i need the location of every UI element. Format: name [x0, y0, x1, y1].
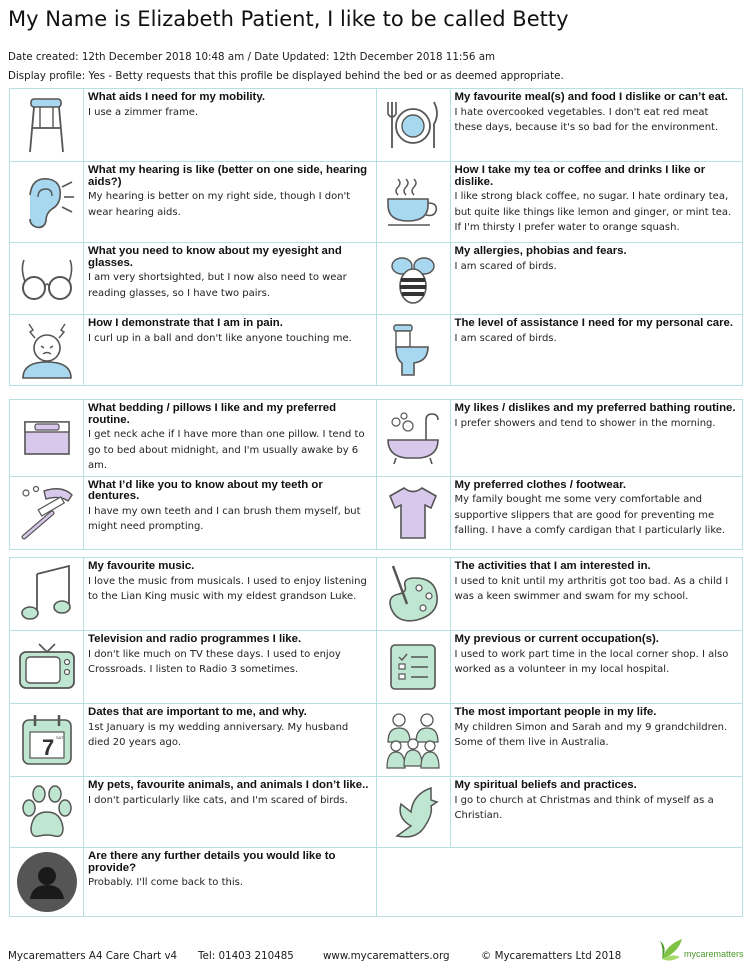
teeth-section	[84, 476, 377, 549]
hearing-body: My hearing is better on my right side, though I don't wear hearing aids.	[88, 191, 351, 218]
spiritual-heading: My spiritual beliefs and practices.	[454, 779, 637, 791]
allergies-body: I am scared of birds.	[454, 260, 557, 272]
allergies-section	[450, 243, 743, 315]
dates-icon-cell	[10, 704, 84, 777]
further-body: Probably. I'll come back to this.	[88, 877, 244, 888]
ear-icon	[18, 173, 76, 231]
teeth-body: I have my own teeth and I can brush them myself, but might need prompting.	[88, 505, 361, 533]
pain-icon-cell	[10, 315, 84, 386]
tv-heading: Television and radio programmes I like.	[88, 633, 302, 645]
tv-section	[84, 631, 377, 704]
eyesight-icon-cell	[10, 243, 84, 315]
pain-face-icon	[19, 320, 75, 380]
bathing-heading: My likes / dislikes and my preferred bathing routine.	[454, 402, 736, 414]
hearing-icon-cell	[10, 162, 84, 243]
hearing-section	[84, 162, 377, 243]
palette-icon	[385, 564, 441, 624]
glasses-icon	[18, 254, 76, 304]
tv-icon-cell	[10, 631, 84, 704]
logo-text: mycarematters	[684, 949, 744, 959]
bathing-section	[450, 400, 743, 477]
mobility-heading: What aids I need for my mobility.	[88, 91, 265, 103]
footer-website[interactable]: www.mycarematters.org	[323, 950, 450, 962]
clothes-section	[450, 476, 743, 549]
calendar-weekday: SAT	[55, 735, 63, 740]
people-body: My children Simon and Sarah and my 9 grandchildren. Some of them live in Australia.	[454, 721, 728, 749]
hearing-heading: What my hearing is like (better on one side, hearing aids?)	[88, 164, 368, 188]
eyesight-body: I am very shortsighted, but I now also need to wear reading glasses, so I have two pairs.	[88, 272, 347, 299]
date-info: Date created: 12th December 2018 10:48 am / Date Updated: 12th December 2018 11:56 am	[8, 51, 496, 63]
pets-section	[84, 777, 377, 848]
pets-heading: My pets, favourite animals, and animals I don’t like..	[88, 779, 369, 791]
food-heading: My favourite meal(s) and food I dislike or can’t eat.	[454, 91, 728, 103]
occupation-body: I used to work part time in the local corner shop. I also worked as a volunteer in my local hospital.	[454, 648, 729, 676]
food-icon-cell	[376, 89, 450, 162]
music-icon-cell	[10, 558, 84, 631]
music-body: I love the music from musicals. I used to enjoy listening to the Lian King music with my eldest grandson Luke.	[88, 575, 367, 603]
bed-icon	[21, 418, 73, 458]
checklist-icon	[388, 642, 438, 692]
spiritual-body: I go to church at Christmas and think of myself as a Christian.	[454, 794, 714, 822]
dates-section	[84, 704, 377, 777]
dates-heading: Dates that are important to me, and why.	[88, 706, 307, 718]
page-title: My Name is Elizabeth Patient, I like to be called Betty	[8, 7, 569, 31]
people-icon-cell	[376, 704, 450, 777]
care-block-3	[9, 557, 743, 917]
drinks-section	[450, 162, 743, 243]
drinks-icon-cell	[376, 162, 450, 243]
further-icon-cell	[10, 848, 84, 917]
personal-care-heading: The level of assistance I need for my personal care.	[454, 317, 734, 329]
tshirt-icon	[388, 485, 438, 541]
pets-icon-cell	[10, 777, 84, 848]
care-block-2	[9, 399, 743, 550]
further-heading: Are there any further details you would like to provide?	[88, 850, 336, 874]
eyesight-section	[84, 243, 377, 315]
occupation-icon-cell	[376, 631, 450, 704]
clothes-heading: My preferred clothes / footwear.	[454, 478, 627, 491]
drinks-heading: How I take my tea or coffee and drinks I like or dislike.	[454, 164, 706, 188]
family-icon	[384, 710, 442, 770]
music-heading: My favourite music.	[88, 560, 195, 572]
occupation-section	[450, 631, 743, 704]
eyesight-heading: What you need to know about my eyesight and glasses.	[88, 245, 342, 269]
food-section	[450, 89, 743, 162]
footer-telephone: Tel: 01403 210485	[198, 950, 294, 962]
personal-care-section	[450, 315, 743, 386]
footer-copyright: © Mycarematters Ltd 2018	[481, 950, 622, 962]
allergies-icon-cell	[376, 243, 450, 315]
footer-chart-name: Mycarematters A4 Care Chart v4	[8, 950, 178, 962]
plate-cutlery-icon	[385, 96, 441, 154]
clothes-body: My family bought me some very comfortable and supportive slippers that are good for preventing me falling. I have a comfy cardigan that I particularly like.	[454, 494, 726, 537]
leaf-logo-icon	[658, 935, 684, 961]
food-body: I hate overcooked vegetables. I don't eat red meat these days, because it's so bad for the environment.	[454, 106, 719, 134]
bathing-body: I prefer showers and tend to shower in the morning.	[454, 417, 716, 429]
personal-care-body: I am scared of birds.	[454, 332, 557, 344]
bee-icon	[388, 250, 438, 308]
paw-icon	[20, 784, 74, 840]
mycarematters-logo	[658, 935, 748, 961]
mobility-section	[84, 89, 377, 162]
bath-icon	[386, 410, 440, 466]
empty-cell	[450, 848, 743, 917]
empty-icon-cell	[376, 848, 450, 917]
pets-body: I don't particularly like cats, and I'm scared of birds.	[88, 794, 348, 806]
personal-care-icon-cell	[376, 315, 450, 386]
display-profile: Display profile: Yes - Betty requests that this profile be displayed behind the bed or as deemed appropriate.	[8, 70, 564, 82]
dove-icon	[385, 784, 441, 840]
calendar-day: 7	[41, 735, 54, 760]
music-note-icon	[19, 564, 75, 624]
toothbrush-icon	[18, 485, 76, 541]
activities-body: I used to knit until my arthritis got too bad. As a child I was a keen swimmer and swam for my school.	[454, 575, 729, 603]
spiritual-section	[450, 777, 743, 848]
toilet-icon	[388, 321, 438, 379]
pain-heading: How I demonstrate that I am in pain.	[88, 317, 283, 329]
further-section	[84, 848, 377, 917]
clothes-icon-cell	[376, 476, 450, 549]
pain-section	[84, 315, 377, 386]
bedding-icon-cell	[10, 400, 84, 477]
drinks-body: I like strong black coffee, no sugar. I hate ordinary tea, but quite like things like lemon and ginger, or mint tea. If I'm thirsty I prefer water to orange squash.	[454, 191, 732, 234]
bedding-body: I get neck ache if I have more than one pillow. I tend to go to bed about midnight, and I'm usually awake by 6 am.	[88, 429, 365, 472]
television-icon	[17, 640, 77, 694]
teeth-heading: What I’d like you to know about my teeth or dentures.	[88, 478, 323, 503]
activities-heading: The activities that I am interested in.	[454, 560, 651, 572]
spiritual-icon-cell	[376, 777, 450, 848]
people-section	[450, 704, 743, 777]
care-block-1	[9, 88, 743, 386]
people-heading: The most important people in my life.	[454, 706, 657, 718]
mobility-icon-cell	[10, 89, 84, 162]
allergies-heading: My allergies, phobias and fears.	[454, 245, 627, 257]
pain-body: I curl up in a ball and don't like anyone touching me.	[88, 332, 352, 344]
bathing-icon-cell	[376, 400, 450, 477]
calendar-icon	[20, 712, 74, 768]
music-section	[84, 558, 377, 631]
activities-icon-cell	[376, 558, 450, 631]
cup-icon	[384, 173, 442, 231]
tv-body: I don't like much on TV these days. I used to enjoy Crossroads. I listen to Radio 3 sometimes.	[88, 648, 341, 676]
teeth-icon-cell	[10, 476, 84, 549]
dates-body: 1st January is my wedding anniversary. My husband died 20 years ago.	[88, 721, 349, 749]
avatar-icon	[16, 851, 78, 913]
bedding-heading: What bedding / pillows I like and my preferred routine.	[88, 402, 337, 426]
occupation-heading: My previous or current occupation(s).	[454, 633, 659, 645]
mobility-body: I use a zimmer frame.	[88, 106, 199, 118]
bedding-section	[84, 400, 377, 477]
activities-section	[450, 558, 743, 631]
zimmer-frame-icon	[24, 96, 70, 154]
